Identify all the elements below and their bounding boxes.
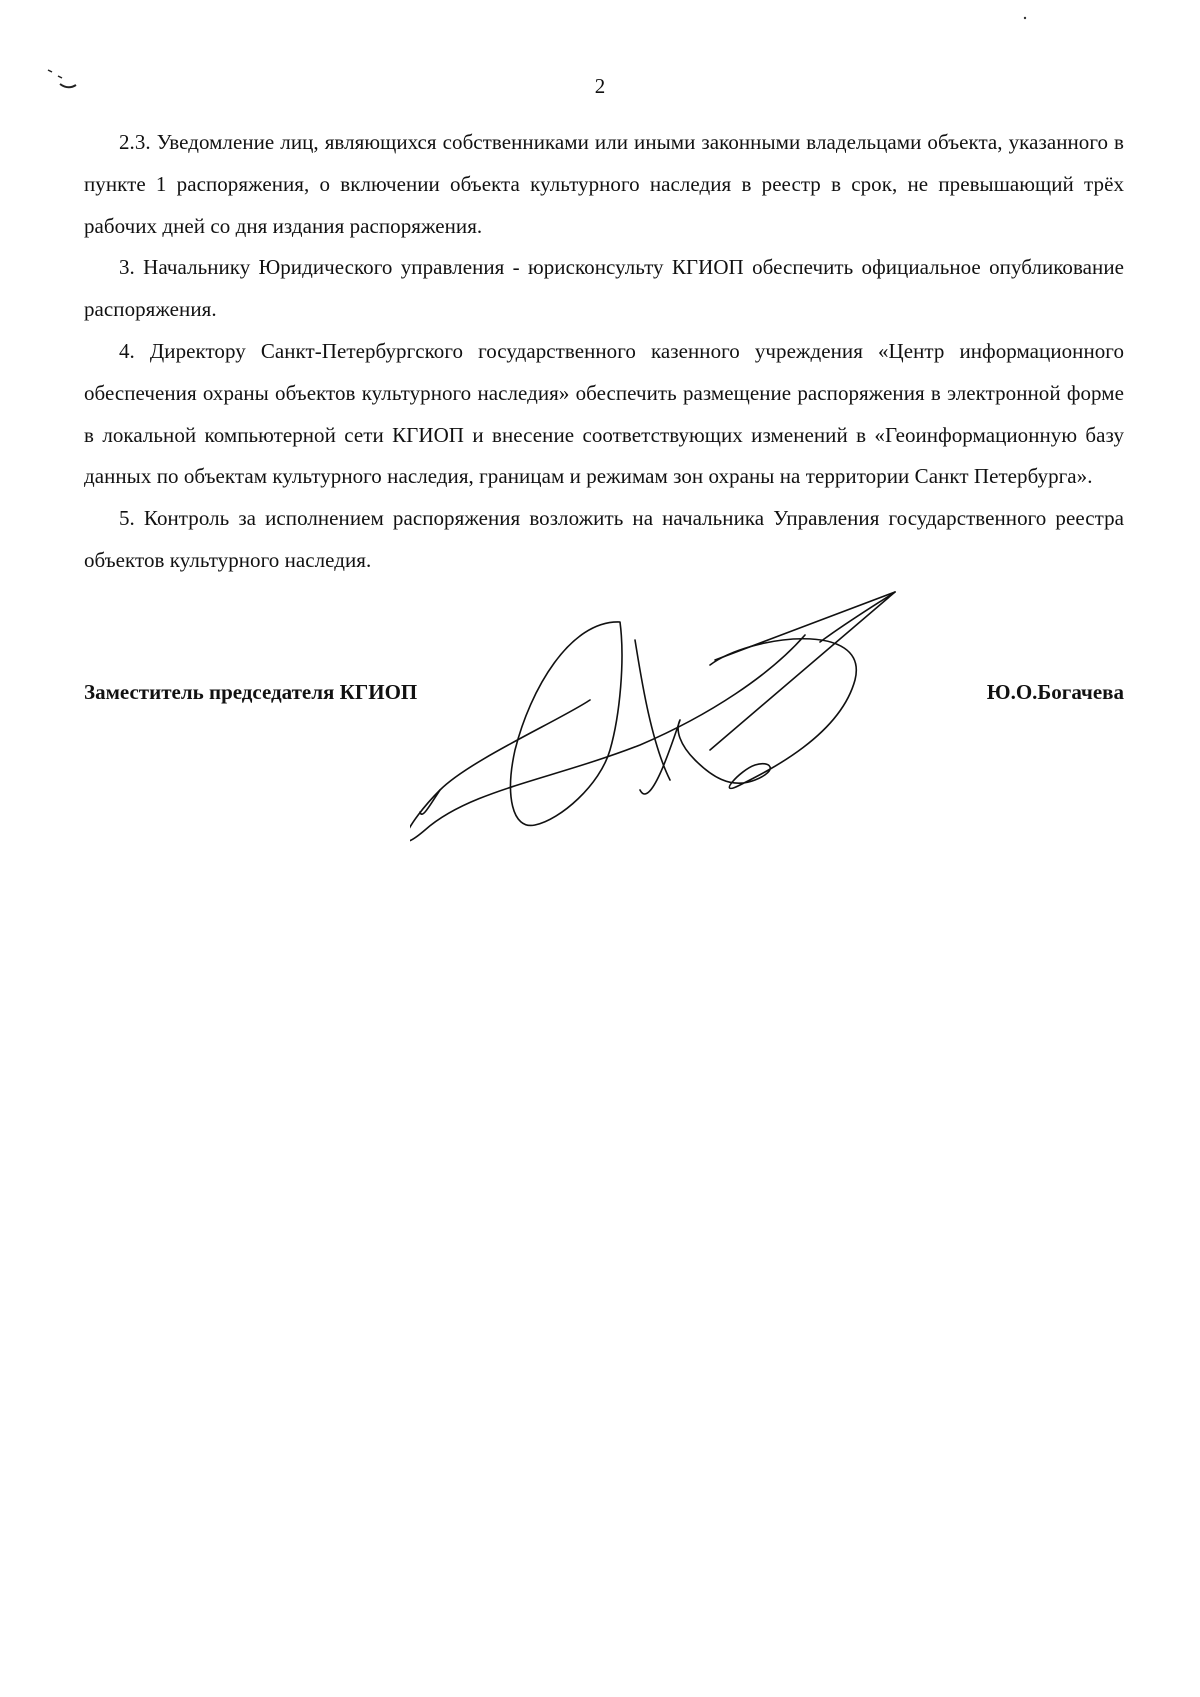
scan-artifact-dot (1022, 14, 1028, 22)
paragraph-2-3: 2.3. Уведомление лиц, являющихся собственниками или иными законными владельцами объекта, указанного в пункте 1 распоряжения, о включении объекта культурного наследия в реестр в срок, не превышающий трёх рабочих дней со дня издания распоряжения. (84, 130, 1124, 238)
paragraph-5: 5. Контроль за исполнением распоряжения возложить на начальника Управления государственного реестра объектов культурного наследия. (84, 506, 1124, 572)
paragraph-4: 4. Директору Санкт-Петербургского государственного казенного учреждения «Центр информационного обеспечения охраны объектов культурного наследия» обеспечить размещение распоряжения в электронной форме в локальной компьютерной сети КГИОП и внесение соответствующих изменений в «Геоинформационную базу данных по объектам культурного наследия, границам и режимам зон охраны на территории Санкт Петербурга». (84, 338, 1124, 489)
handwritten-signature (410, 580, 900, 900)
paragraph-3: 3. Начальнику Юридического управления - юрисконсульту КГИОП обеспечить официальное опубликование распоряжения. (84, 255, 1124, 322)
document-body (84, 122, 1124, 582)
page-number: 2 (594, 74, 606, 98)
signatory-name: Ю.О.Богачева (986, 680, 1124, 704)
signatory-title: Заместитель председателя КГИОП (84, 680, 418, 704)
